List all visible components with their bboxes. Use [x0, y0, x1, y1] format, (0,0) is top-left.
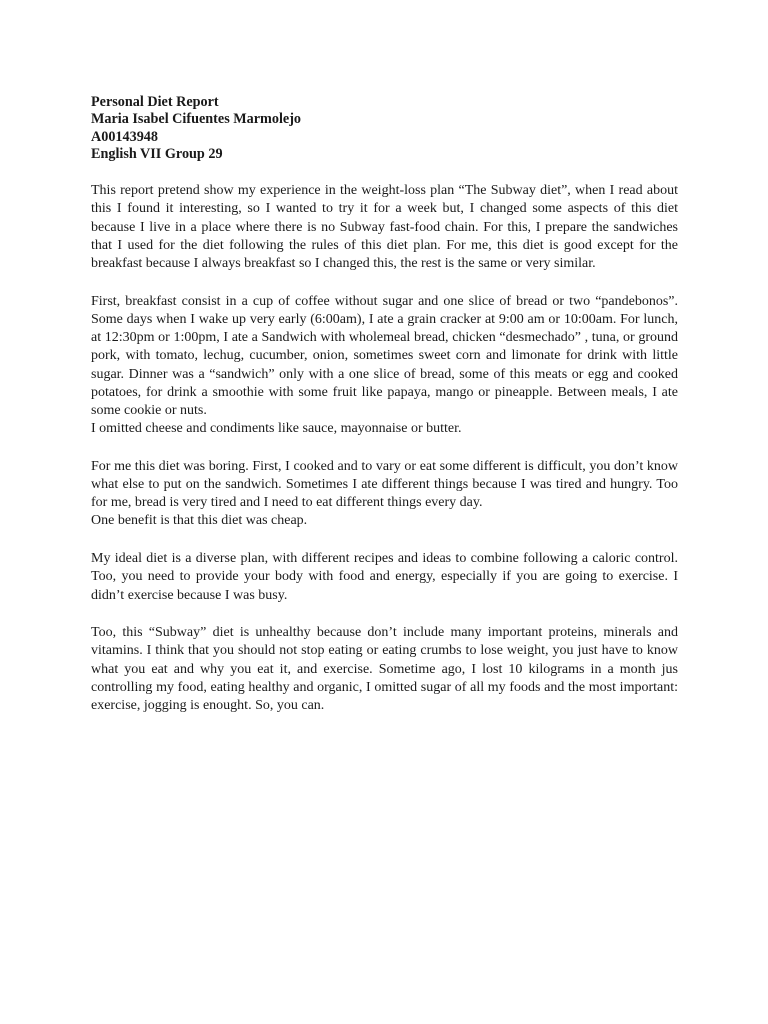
- student-id: A00143948: [91, 128, 158, 145]
- report-title: Personal Diet Report: [91, 94, 219, 110]
- paragraph-meals: First, breakfast consist in a cup of coffee without sugar and one slice of bread or two “pandebonos”. Some days when I wake up very early (6:00am), I ate a grain cracker at 9:00 am or 10:00am. For lunch, at 12:30pm or 1:00pm, I ate a Sandwich with wholemeal bread, chicken “desmechado” , tuna, or ground pork, with tomato, lechug, cucumber, onion, sometimes sweet corn and limonate for drink with little sugar. Dinner was a “sandwich” only with a one slice of bread, some of this meats or egg and cooked potatoes, for drink a smoothie with some fruit like papaya, mango or pineapple. Between meals, I ate some cookie or nuts.: [91, 293, 678, 418]
- course-group: English VII Group 29: [91, 145, 223, 162]
- author-name: Maria Isabel Cifuentes Marmolejo: [91, 111, 302, 128]
- document-header: [91, 94, 678, 163]
- paragraph-conclusion: Too, this “Subway” diet is unhealthy because don’t include many important proteins, minerals and vitamins. I think that you should not stop eating or eating crumbs to lose weight, you just have to know what you eat and why you eat it, and exercise. Sometime ago, I lost 10 kilograms in a month jus controlling my food, eating healthy and organic, I omitted sugar of all my foods and the most important: exercise, jogging is enought. So, you can.: [91, 625, 678, 714]
- paragraph-ideal-diet: My ideal diet is a diverse plan, with different recipes and ideas to combine following a caloric control. Too, you need to provide your body with food and energy, especially if you are going to exercise. I didn’t exercise because I was busy.: [91, 551, 678, 603]
- paragraph-omitted-items: I omitted cheese and condiments like sauce, mayonnaise or butter.: [91, 421, 462, 437]
- paragraph-benefit: One benefit is that this diet was cheap.: [91, 513, 308, 529]
- paragraph-introduction: This report pretend show my experience in the weight-loss plan “The Subway diet”, when I read about this I found it interesting, so I wanted to try it for a week but, I changed some aspects of this diet because I live in a place where there is no Subway fast-food chain. For this, I prepare the sandwiches that I used for the diet following the rules of this diet plan. For me, this diet is good except for the breakfast because I always breakfast so I changed this, the rest is the same or very similar.: [91, 183, 678, 271]
- paragraph-opinion: For me this diet was boring. First, I cooked and to vary or eat some different is difficult, you don’t know what else to put on the sandwich. Sometimes I ate different things because I was tired and hungry. Too for me, bread is very tired and I need to eat different things every day.: [91, 458, 678, 511]
- document-body: [91, 94, 678, 735]
